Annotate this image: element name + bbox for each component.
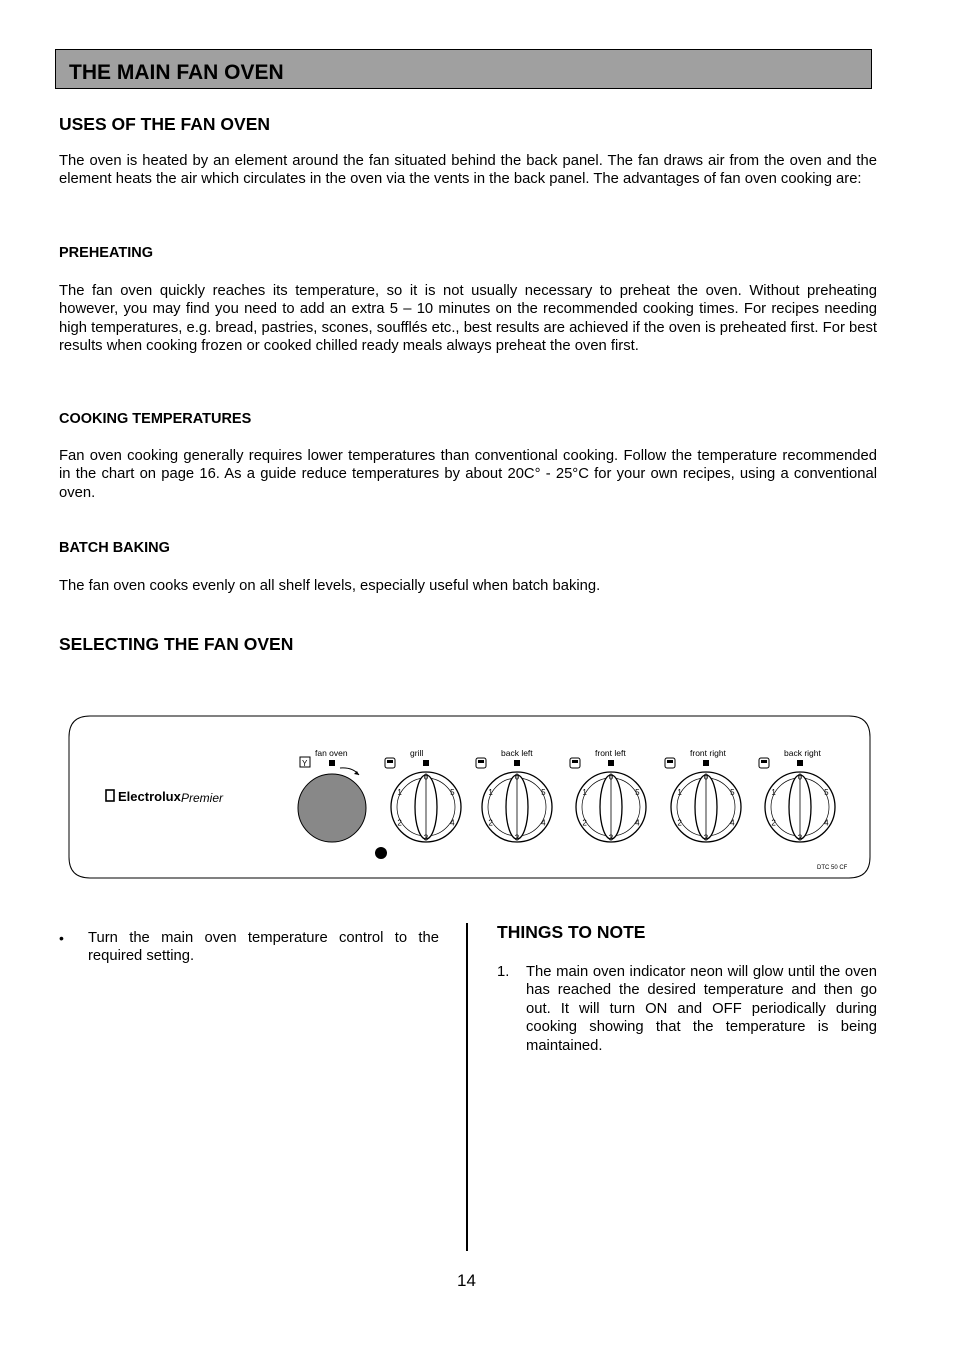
- dial-number: 4: [635, 818, 640, 828]
- section-banner: [55, 49, 872, 89]
- notes-heading: THINGS TO NOTE: [497, 922, 646, 942]
- oven-neon-indicator: [375, 847, 387, 859]
- indicator-light: [703, 760, 709, 766]
- preheating-heading: PREHEATING: [59, 245, 153, 261]
- column-divider: [466, 923, 468, 1251]
- temperatures-paragraph: Fan oven cooking generally requires lower temperatures than conventional cooking. Follow the temperature recommended in the chart on page 16. As a guide reduce temperatures by about 20C° - 25°C for your own recipes, using a conventional oven.: [59, 448, 877, 501]
- notes-column: [497, 922, 877, 1054]
- preheating-paragraph: The fan oven quickly reaches its temperature, so it is not usually necessary to preheat the oven. Without preheating however, you may find you need to add an extra 5 – 10 minutes on the recommended cooking times. For recipes needing high temperatures, e.g. bread, pastries, scones, soufflés etc., best results are achieved if the oven is preheated first. For best results when cooking frozen or cooked chilled ready meals always preheat the oven first.: [59, 283, 877, 355]
- dial-number: 5: [730, 787, 735, 797]
- dial-number: 0: [608, 772, 614, 782]
- knob-label: front left: [595, 748, 626, 758]
- front-right-icon-mark: [667, 760, 673, 763]
- knob-label: grill: [410, 748, 424, 758]
- indicator-light: [608, 760, 614, 766]
- dial-number: 2: [677, 818, 682, 828]
- temperatures-heading: COOKING TEMPERATURES: [59, 411, 252, 427]
- model-number: DTC 50 CF: [817, 865, 848, 871]
- indicator-light: [329, 760, 335, 766]
- dial-number: 4: [730, 818, 735, 828]
- dial-number: 5: [450, 787, 455, 797]
- dial-number: 3: [514, 833, 520, 843]
- page-number: 14: [457, 1271, 476, 1290]
- knob-label: fan oven: [315, 748, 348, 758]
- indicator-light: [797, 760, 803, 766]
- instruction-text: Turn the main oven temperature control to the required setting.: [88, 930, 439, 965]
- dial-number: 1: [397, 787, 402, 797]
- dial-number: 4: [450, 818, 455, 828]
- dial-number: 4: [824, 818, 829, 828]
- dial-number: 5: [635, 787, 640, 797]
- dial-number: 0: [423, 772, 429, 782]
- brand-name: Electrolux: [118, 789, 181, 804]
- dial-number: 4: [541, 818, 546, 828]
- knob-label: back right: [784, 748, 821, 758]
- page-title: THE MAIN FAN OVEN: [69, 61, 284, 84]
- dial-number: 3: [797, 833, 803, 843]
- dial-number: 2: [771, 818, 776, 828]
- indicator-light: [514, 760, 520, 766]
- dial-number: 5: [824, 787, 829, 797]
- svg-text:Y: Y: [302, 759, 308, 768]
- batch-paragraph: The fan oven cooks evenly on all shelf levels, especially useful when batch baking.: [59, 578, 601, 594]
- note-number: 1.: [497, 964, 510, 980]
- back-left-icon-mark: [478, 760, 484, 763]
- dial-number: 3: [608, 833, 614, 843]
- dial-number: 2: [397, 818, 402, 828]
- indicator-light: [423, 760, 429, 766]
- dial-number: 1: [677, 787, 682, 797]
- selecting-heading: SELECTING THE FAN OVEN: [59, 634, 294, 654]
- dial-number: 0: [703, 772, 709, 782]
- brand-logo: [106, 789, 224, 805]
- front-left-icon-mark: [572, 760, 578, 763]
- dial-number: 3: [423, 833, 429, 843]
- uses-paragraph: The oven is heated by an element around the fan situated behind the back panel. The fan draws air from the oven and the element heats the air which circulates in the oven via the vents in the back panel. The advantages of fan oven cooking are:: [59, 153, 877, 188]
- bullet-point: •: [59, 930, 64, 946]
- dial-number: 0: [514, 772, 520, 782]
- control-panel-illustration: [68, 715, 871, 879]
- dial-number: 2: [582, 818, 587, 828]
- back-right-icon-mark: [761, 760, 767, 763]
- dial-number: 2: [488, 818, 493, 828]
- dial-number: 0: [797, 772, 803, 782]
- batch-heading: BATCH BAKING: [59, 540, 170, 556]
- knob-label: front right: [690, 748, 726, 758]
- dial-number: 3: [703, 833, 709, 843]
- knob-label: back left: [501, 748, 533, 758]
- note-text: The main oven indicator neon will glow until the oven has reached the desired temperature and then go out. It will turn ON and OFF periodically during cooking showing that the temperature is being maintained.: [526, 964, 877, 1054]
- brand-script: Premier: [181, 791, 224, 805]
- dial-number: 1: [582, 787, 587, 797]
- grill-icon-mark: [387, 760, 393, 763]
- dial-number: 1: [771, 787, 776, 797]
- dial-number: 5: [541, 787, 546, 797]
- fan-oven-knob: [298, 774, 366, 842]
- dial-number: 1: [488, 787, 493, 797]
- uses-heading: USES OF THE FAN OVEN: [59, 114, 270, 134]
